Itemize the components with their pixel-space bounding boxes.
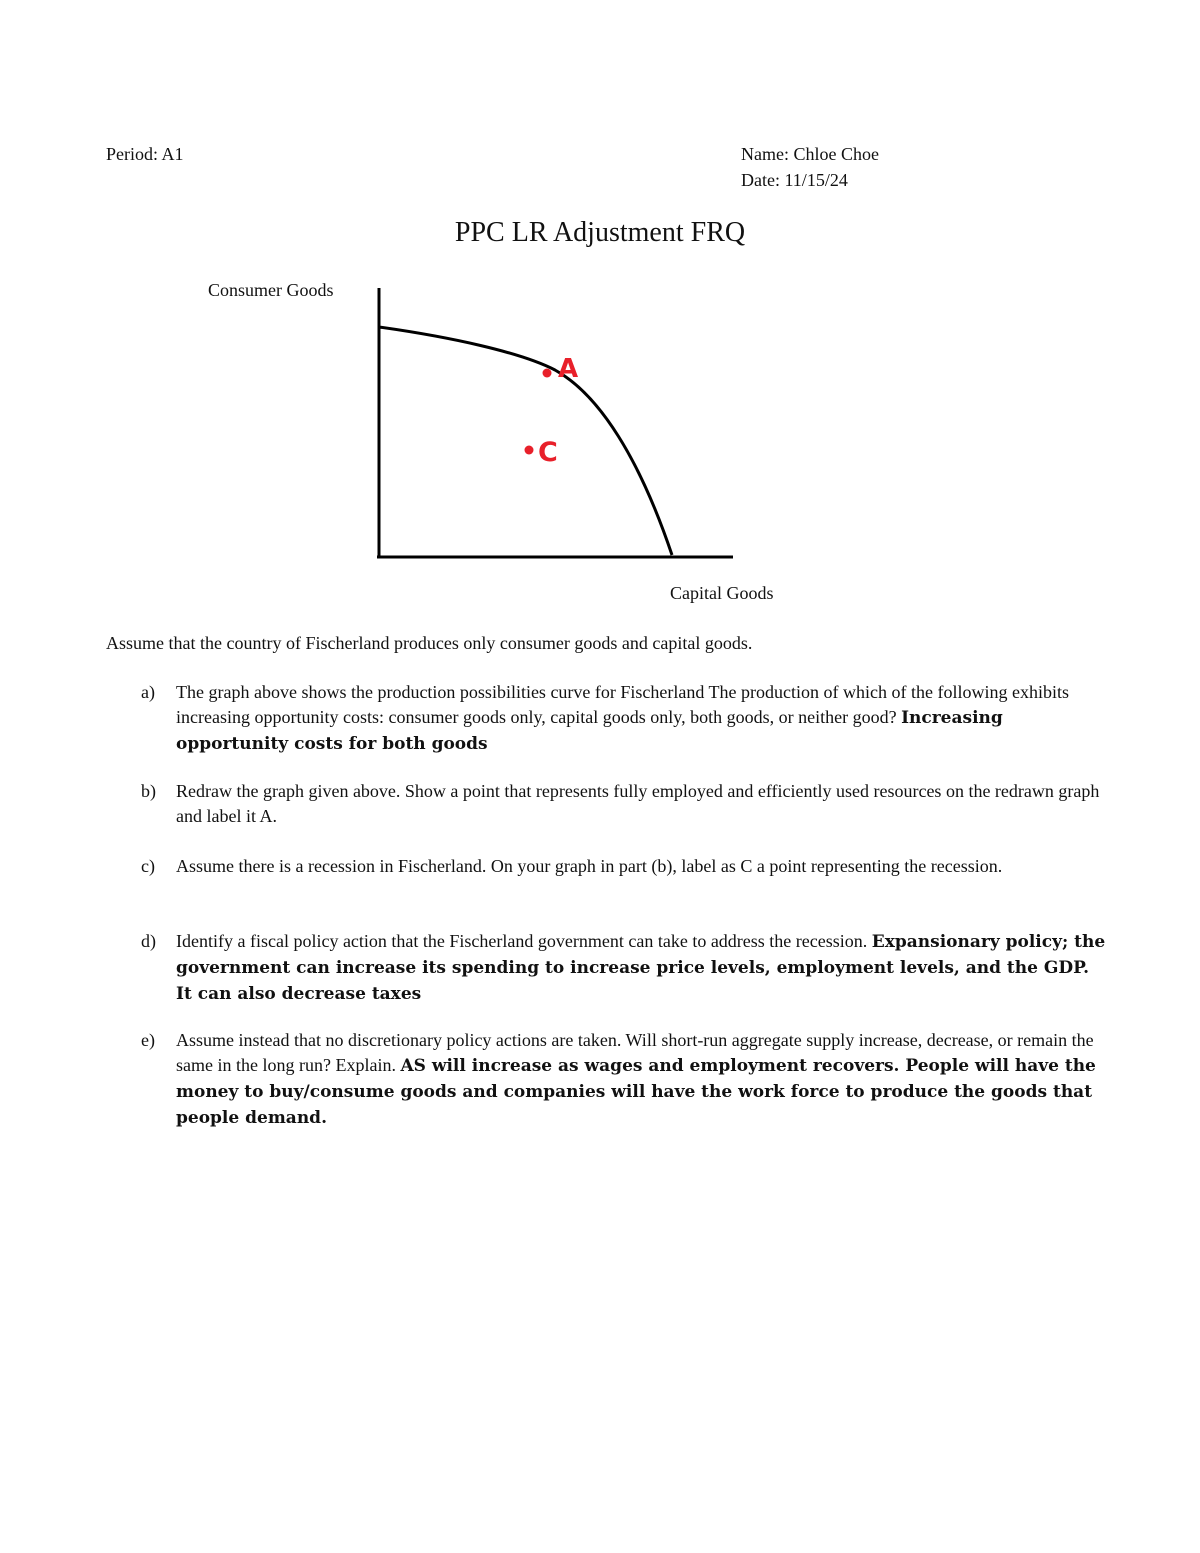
- answer-text: AS will increase as wages and employment recovers. People will have the money to buy/consume goods and companies will have the work force to produce the goods that people demand.: [176, 1056, 1096, 1128]
- x-axis-label: Capital Goods: [670, 583, 774, 603]
- intro-text: Assume that the country of Fischerland produces only consumer goods and capital goods.: [106, 633, 753, 653]
- question-letter: d): [141, 931, 156, 951]
- question-text: Identify a fiscal policy action that the Fischerland government can take to address the recession.: [176, 931, 872, 951]
- point-a-dot: [543, 369, 552, 378]
- question-b: [106, 779, 1106, 829]
- question-letter: b): [141, 781, 156, 801]
- point-c-label: C: [538, 437, 558, 468]
- ppc-curve: [379, 327, 672, 555]
- question-letter: c): [141, 856, 155, 876]
- answer-text: Expansionary policy; the government can increase its spending to increase price levels, employment levels, and the GDP. It can also decrease taxes: [176, 932, 1106, 1004]
- question-text: Assume instead that no discretionary policy actions are taken. Will short-run aggregate supply increase, decrease, or remain the same in the long run? Explain.: [176, 1030, 1094, 1075]
- student-name: Name: Chloe Choe: [741, 144, 879, 164]
- point-a-label: A: [558, 354, 579, 384]
- question-a: [106, 680, 1106, 757]
- question-letter: e): [141, 1030, 155, 1050]
- question-c: [106, 854, 1106, 879]
- question-letter: a): [141, 682, 155, 702]
- question-d: [106, 929, 1106, 1007]
- period-label: Period: A1: [106, 144, 184, 164]
- y-axis-label: Consumer Goods: [208, 280, 334, 300]
- ppc-graph: [0, 0, 1200, 620]
- date-label: Date: 11/15/24: [741, 170, 848, 190]
- page-title: PPC LR Adjustment FRQ: [454, 217, 746, 248]
- question-text: Redraw the graph given above. Show a point that represents fully employed and efficiently used resources on the redrawn graph and label it A.: [176, 781, 1100, 826]
- question-text: The graph above shows the production possibilities curve for Fischerland The production of which of the following exhibits increasing opportunity costs: consumer goods only, capital goods only, both goods, or neither good?: [176, 682, 1069, 727]
- question-text: Assume there is a recession in Fischerland. On your graph in part (b), label as C a point representing the recession.: [176, 856, 1003, 876]
- point-c-dot: [525, 446, 534, 455]
- answer-text: Increasing opportunity costs for both goods: [176, 708, 1003, 754]
- question-e: [106, 1028, 1106, 1131]
